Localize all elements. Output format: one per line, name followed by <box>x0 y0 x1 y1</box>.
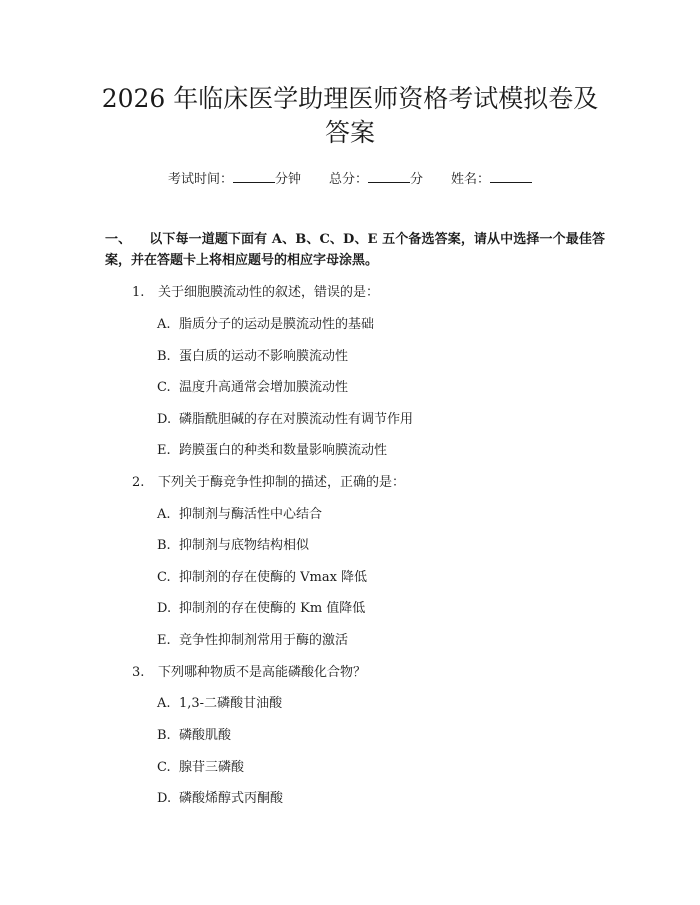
question-text: 下列关于酶竞争性抑制的描述，正确的是： <box>158 475 406 490</box>
exam-meta <box>0 168 700 187</box>
question-2 <box>132 474 405 492</box>
option-1a <box>157 316 374 334</box>
question-text: 下列哪种物质不是高能磷酸化合物？ <box>158 665 367 680</box>
option-letter: A. <box>157 317 171 332</box>
section-instruction <box>105 229 605 271</box>
option-letter: C. <box>157 760 171 775</box>
option-letter: C. <box>157 570 171 585</box>
option-2b <box>157 537 309 555</box>
option-text: 脂质分子的运动是膜流动性的基础 <box>179 317 375 332</box>
student-name <box>451 168 532 187</box>
option-letter: E. <box>157 443 171 458</box>
option-text: 磷酸烯醇式丙酮酸 <box>179 791 284 806</box>
question-number: 3. <box>132 665 145 680</box>
option-text: 竞争性抑制剂常用于酶的激活 <box>179 633 349 648</box>
question-3 <box>132 664 366 682</box>
option-2c <box>157 569 367 587</box>
total-score-label: 总分： <box>328 172 368 187</box>
option-text: 温度升高通常会增加膜流动性 <box>179 380 349 395</box>
option-3c <box>157 759 244 777</box>
exam-time-label: 考试时间： <box>167 172 233 187</box>
option-text: 腺苷三磷酸 <box>179 760 245 775</box>
total-score <box>329 168 423 187</box>
option-letter: B. <box>157 728 171 743</box>
exam-time-blank <box>233 170 275 183</box>
exam-title-line2: 答案 <box>324 118 375 147</box>
option-text: 1,3-二磷酸甘油酸 <box>179 696 283 711</box>
exam-title <box>60 82 640 150</box>
option-2a <box>157 506 322 524</box>
option-letter: E. <box>157 633 171 648</box>
student-name-blank <box>490 170 532 183</box>
option-1d <box>157 411 413 429</box>
option-text: 磷脂酰胆碱的存在对膜流动性有调节作用 <box>179 412 414 427</box>
option-1c <box>157 379 348 397</box>
student-name-label: 姓名： <box>451 172 491 187</box>
option-text: 蛋白质的运动不影响膜流动性 <box>179 349 349 364</box>
option-text: 抑制剂与底物结构相似 <box>179 538 310 553</box>
total-score-blank <box>368 170 410 183</box>
option-text: 跨膜蛋白的种类和数量影响膜流动性 <box>179 443 388 458</box>
option-letter: B. <box>157 538 171 553</box>
exam-title-line1: 2026 年临床医学助理医师资格考试模拟卷及 <box>101 84 599 113</box>
option-letter: A. <box>157 507 171 522</box>
question-1 <box>132 284 379 302</box>
option-1e <box>157 442 387 460</box>
option-text: 抑制剂与酶活性中心结合 <box>179 507 323 522</box>
option-text: 磷酸肌酸 <box>179 728 232 743</box>
option-text: 抑制剂的存在使酶的 Km 值降低 <box>179 601 366 616</box>
question-number: 1. <box>132 285 145 300</box>
option-1b <box>157 348 348 366</box>
option-letter: D. <box>157 791 172 806</box>
section-instruction-text: 以下每一道题下面有 A、B、C、D、E 五个备选答案，请从中选择一个最佳答案，并在答题卡上将相应题号的相应字母涂黑。 <box>105 232 605 268</box>
option-2e <box>157 632 348 650</box>
option-letter: D. <box>157 601 172 616</box>
section-number: 一、 <box>105 232 132 247</box>
total-score-unit: 分 <box>410 172 424 187</box>
exam-time-unit: 分钟 <box>274 172 301 187</box>
question-text: 关于细胞膜流动性的叙述，错误的是： <box>158 285 380 300</box>
option-letter: B. <box>157 349 171 364</box>
option-3d <box>157 790 283 808</box>
option-3a <box>157 695 282 713</box>
option-2d <box>157 600 365 618</box>
exam-time <box>168 168 301 187</box>
option-text: 抑制剂的存在使酶的 Vmax 降低 <box>179 570 368 585</box>
question-number: 2. <box>132 475 145 490</box>
option-letter: C. <box>157 380 171 395</box>
option-letter: D. <box>157 412 172 427</box>
option-3b <box>157 727 231 745</box>
option-letter: A. <box>157 696 171 711</box>
